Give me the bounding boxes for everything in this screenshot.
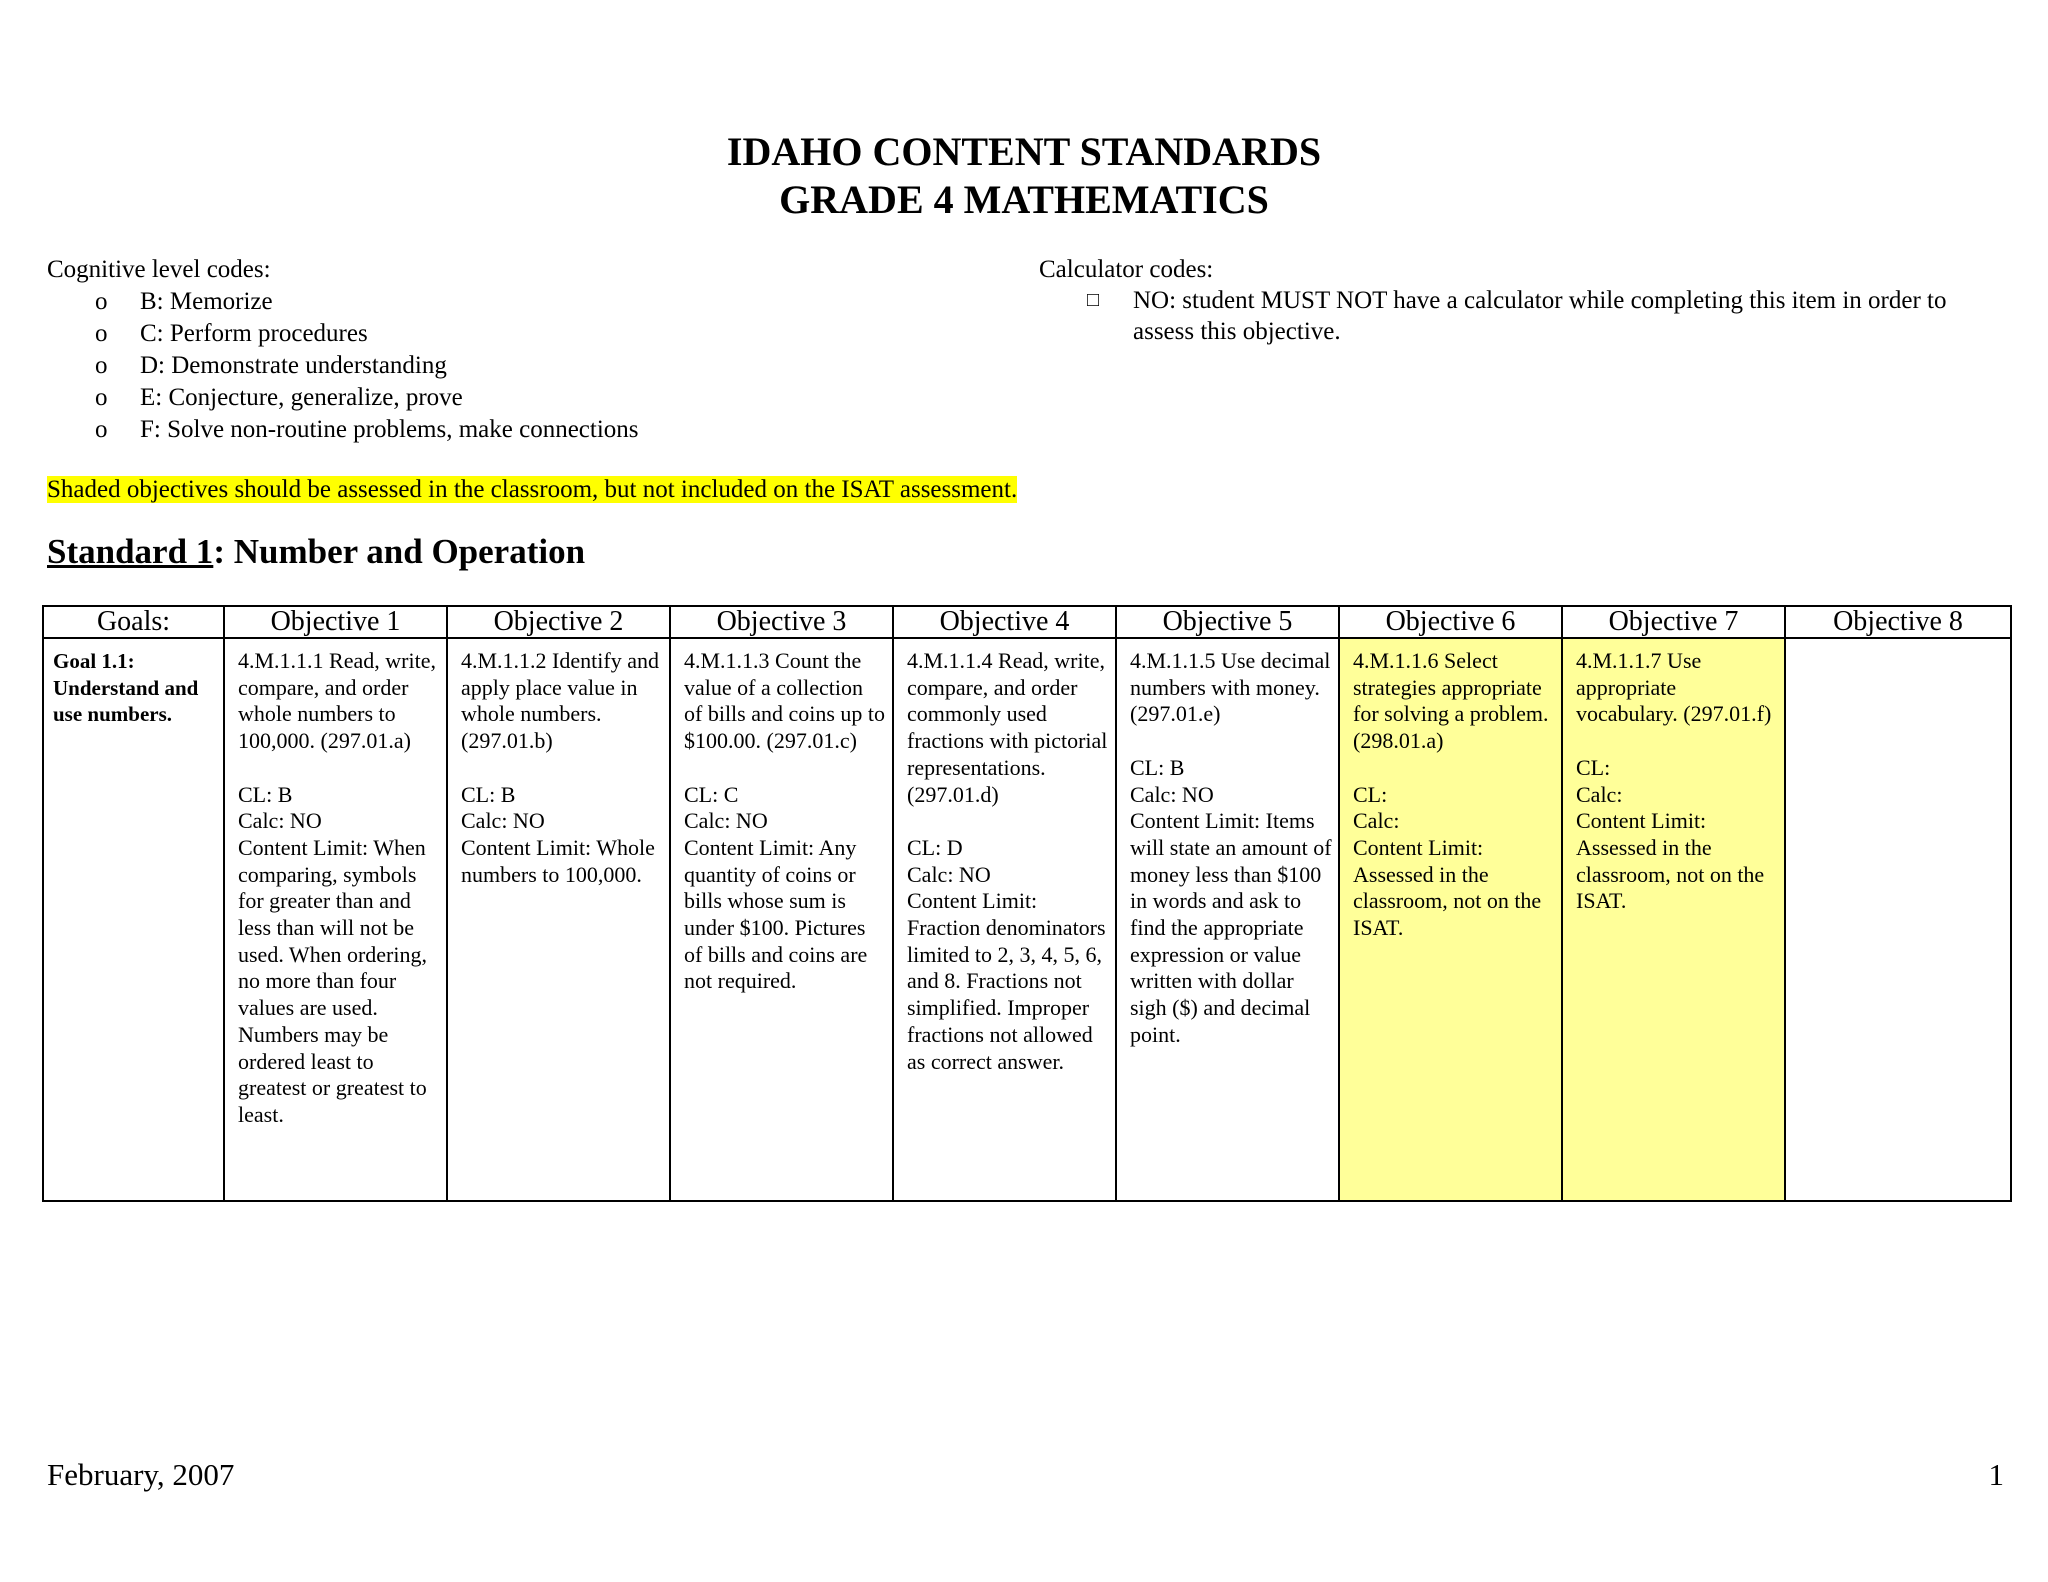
objective-5-cell (1116, 638, 1339, 1201)
cognitive-code-label: E: Conjecture, generalize, prove (140, 384, 463, 411)
calculator-codes-list (1039, 285, 1999, 347)
bullet-icon: o (95, 416, 108, 443)
standard-label: Standard 1 (47, 532, 214, 571)
table-header-row (43, 606, 2011, 638)
column-header-objective-3: Objective 3 (670, 606, 893, 638)
list-item (47, 382, 639, 414)
cognitive-code-label: C: Perform procedures (140, 320, 368, 347)
standard-heading (47, 530, 585, 574)
list-item (1039, 285, 1999, 347)
cognitive-code-label: F: Solve non-routine problems, make connections (140, 416, 639, 443)
column-header-objective-7: Objective 7 (1562, 606, 1785, 638)
objective-3-cell (670, 638, 893, 1201)
column-header-objective-8: Objective 8 (1785, 606, 2011, 638)
bullet-icon: o (95, 384, 108, 411)
bullet-icon: o (95, 288, 108, 315)
column-header-objective-4: Objective 4 (893, 606, 1116, 638)
highlighted-note-text: Shaded objectives should be assessed in the classroom, but not included on the ISAT assessment. (47, 476, 1018, 503)
objective-7-cell (1562, 638, 1785, 1201)
list-item (47, 414, 639, 446)
cognitive-code-label: B: Memorize (140, 288, 273, 315)
bullet-icon: o (95, 320, 108, 347)
objective-text: 4.M.1.1.7 Use appropriate vocabulary. (297.01.f) CL: Calc: Content Limit: Assessed in the classroom, not on the ISAT. (1576, 648, 1772, 914)
objective-text: 4.M.1.1.1 Read, write, compare, and order whole numbers to 100,000. (297.01.a) CL: B Calc: NO Content Limit: When comparing, symbols for greater than and less than will not be used. When ordering, no more than four values are used. Numbers may be ordered least to greatest or greatest to least. (238, 648, 436, 1127)
column-header-goals: Goals: (43, 606, 224, 638)
title-line-2: GRADE 4 MATHEMATICS (779, 177, 1269, 222)
list-item (47, 286, 639, 318)
column-header-objective-5: Objective 5 (1116, 606, 1339, 638)
page-number: 1 (1988, 1457, 2004, 1492)
title-line-1: IDAHO CONTENT STANDARDS (726, 129, 1322, 174)
bullet-icon: o (95, 352, 108, 379)
calculator-codes (1039, 254, 1999, 347)
calculator-codes-heading: Calculator codes: (1039, 256, 1214, 283)
objective-2-cell (447, 638, 670, 1201)
column-header-objective-2: Objective 2 (447, 606, 670, 638)
objective-text: 4.M.1.1.5 Use decimal numbers with money. (297.01.e) CL: B Calc: NO Content Limit: Items will state an amount of money less than $100 in words and ask to find the appropriate expression or value written with dollar sigh ($) and decimal point. (1130, 648, 1332, 1047)
table-row (43, 638, 2011, 1201)
objective-text: 4.M.1.1.4 Read, write, compare, and order commonly used fractions with pictorial representations. (297.01.d) CL: D Calc: NO Content Limit: Fraction denominators limited to 2, 3, 4, 5, 6, and 8. Fractions not simplified. Improper fractions not allowed as correct answer. (907, 648, 1108, 1074)
standard-title: : Number and Operation (213, 532, 586, 571)
cognitive-codes-heading: Cognitive level codes: (47, 256, 271, 283)
document-title (0, 128, 2048, 224)
footer-date: February, 2007 (47, 1457, 235, 1492)
column-header-objective-6: Objective 6 (1339, 606, 1562, 638)
objective-6-cell (1339, 638, 1562, 1201)
objective-8-cell (1785, 638, 2011, 1201)
list-item (47, 318, 639, 350)
calculator-code-label: NO: student MUST NOT have a calculator while completing this item in order to assess this objective. (1133, 287, 1947, 345)
objective-text: 4.M.1.1.2 Identify and apply place value in whole numbers. (297.01.b) CL: B Calc: NO Content Limit: Whole numbers to 100,000. (461, 648, 659, 887)
objective-text: 4.M.1.1.6 Select strategies appropriate for solving a problem. (298.01.a) CL: Calc: Content Limit: Assessed in the classroom, not on the ISAT. (1353, 648, 1549, 941)
goal-cell: Goal 1.1: Understand and use numbers. (43, 638, 224, 1201)
objective-4-cell (893, 638, 1116, 1201)
shaded-objectives-note (47, 474, 1017, 506)
objective-text: 4.M.1.1.3 Count the value of a collection of bills and coins up to $100.00. (297.01.c) CL: C Calc: NO Content Limit: Any quantity of coins or bills whose sum is under $100. Pictures of bills and coins are not required. (684, 648, 886, 994)
objectives-table (42, 605, 2012, 1202)
column-header-objective-1: Objective 1 (224, 606, 447, 638)
cognitive-codes-list (47, 286, 639, 446)
objective-1-cell (224, 638, 447, 1201)
cognitive-codes (47, 254, 639, 446)
cognitive-code-label: D: Demonstrate understanding (140, 352, 447, 379)
square-bullet-icon: □ (1087, 289, 1100, 311)
list-item (47, 350, 639, 382)
